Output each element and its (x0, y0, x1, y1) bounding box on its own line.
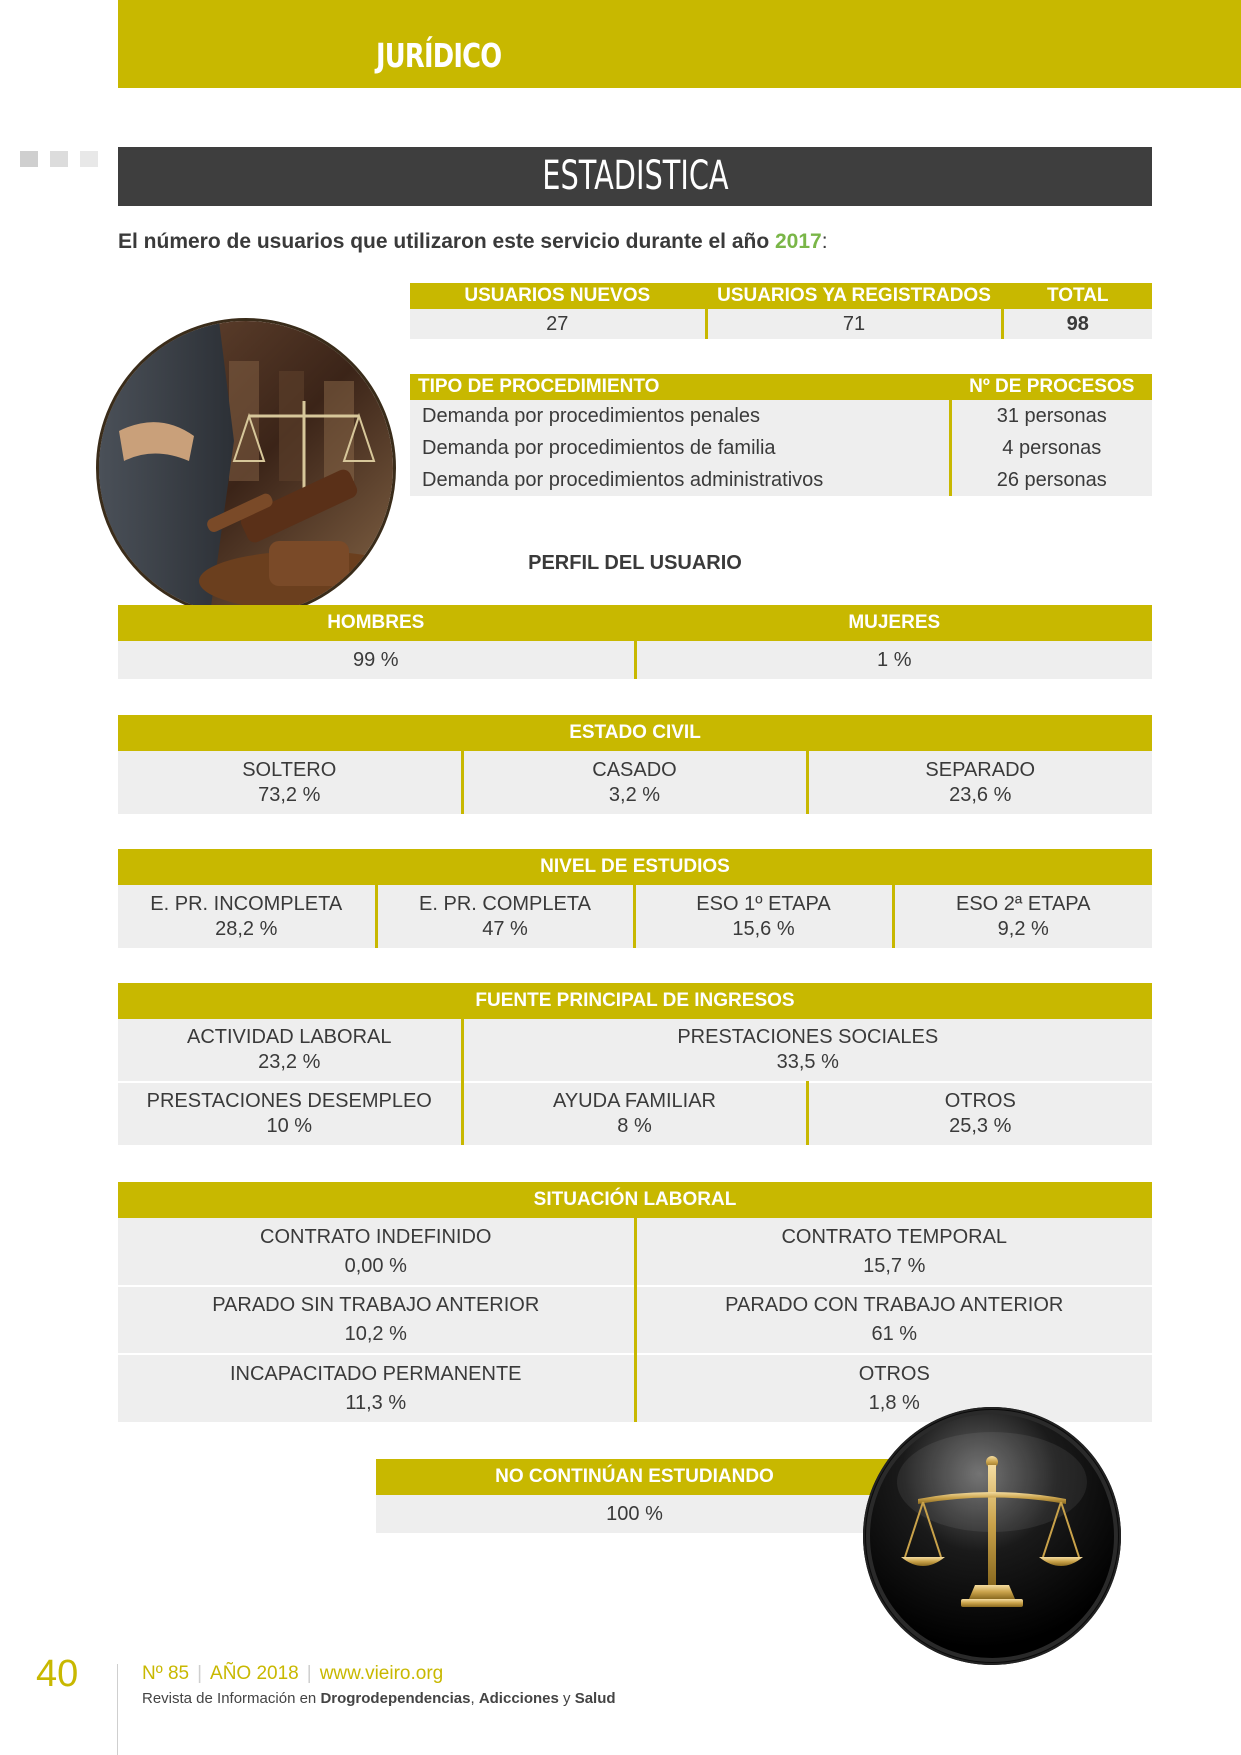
studies-cell (376, 885, 634, 948)
intro-sentence: El número de usuarios que utilizaron este servicio durante el año (118, 230, 775, 253)
cell-value: 10 % (266, 1115, 313, 1137)
users-table (410, 283, 1152, 339)
footer-meta (142, 1663, 443, 1685)
cell-label: ESO 2ª ETAPA (956, 892, 1091, 915)
cell-value: 10,2 % (344, 1323, 407, 1345)
cell-value: 15,6 % (732, 917, 795, 940)
cell-value: 23,2 % (258, 1051, 321, 1073)
cell-value: 0,00 % (344, 1254, 407, 1277)
separator: | (197, 1663, 203, 1684)
employment-cell (635, 1286, 1152, 1354)
col-header: TIPO DE PROCEDIMIENTO (410, 374, 950, 400)
cell-label: OTROS (944, 1090, 1016, 1112)
not-studying-value: 100 % (376, 1495, 893, 1533)
col-header: USUARIOS YA REGISTRADOS (706, 283, 1002, 309)
sex-table (118, 605, 1152, 679)
cell-value: 23,6 % (949, 783, 1012, 806)
cell-value: 61 % (871, 1323, 918, 1345)
civil-status-table (118, 715, 1152, 814)
footer-tagline (142, 1690, 616, 1707)
col-header: Nº DE PROCESOS (950, 374, 1152, 400)
cell-label: PRESTACIONES DESEMPLEO (146, 1090, 432, 1112)
employment-cell (635, 1218, 1152, 1286)
employment-cell (118, 1218, 635, 1286)
procedure-count: 31 personas (950, 400, 1152, 432)
col-header: MUJERES (635, 605, 1152, 641)
table-title: NO CONTINÚAN ESTUDIANDO (376, 1459, 893, 1495)
tagline-text: Salud (574, 1690, 616, 1707)
col-header: HOMBRES (118, 605, 635, 641)
cell-value: 33,5 % (776, 1051, 839, 1073)
civil-status-cell (462, 751, 807, 814)
intro-year: 2017 (775, 230, 822, 253)
procedure-count: 26 personas (950, 464, 1152, 496)
col-header: TOTAL (1002, 283, 1152, 309)
col-header: USUARIOS NUEVOS (410, 283, 706, 309)
cell-value: 28,2 % (215, 917, 278, 940)
employment-cell (118, 1286, 635, 1354)
header-band (118, 0, 1241, 88)
new-users-value: 27 (410, 309, 706, 339)
page-title: ESTADISTICA (541, 153, 729, 199)
cell-label: ESO 1º ETAPA (696, 892, 831, 915)
cell-value: 11,3 % (345, 1391, 407, 1414)
cell-label: CASADO (592, 758, 677, 781)
cell-label: OTROS (858, 1362, 930, 1385)
cell-label: E. PR. COMPLETA (419, 892, 591, 915)
procedure-type: Demanda por procedimientos penales (410, 400, 950, 432)
cell-value: 25,3 % (949, 1115, 1012, 1137)
tagline-text: Drogrodependencias (320, 1690, 471, 1707)
cell-value: 15,7 % (863, 1254, 926, 1277)
decor-square (80, 151, 98, 167)
tagline-text: Revista de Información en (142, 1690, 321, 1707)
civil-status-cell (807, 751, 1152, 814)
women-value: 1 % (635, 641, 1152, 679)
cell-label: ACTIVIDAD LABORAL (186, 1026, 392, 1048)
website-link[interactable]: www.vieiro.org (319, 1663, 444, 1684)
procedures-table (410, 374, 1152, 496)
civil-status-cell (118, 751, 462, 814)
separator: | (306, 1663, 312, 1684)
cell-label: PARADO SIN TRABAJO ANTERIOR (212, 1294, 540, 1316)
income-cell (462, 1019, 1152, 1082)
table-title: ESTADO CIVIL (118, 715, 1152, 751)
income-cell (118, 1019, 462, 1082)
cell-label: CONTRATO TEMPORAL (781, 1225, 1008, 1248)
income-cell (118, 1082, 462, 1145)
studies-table (118, 849, 1152, 948)
tagline-text: y (558, 1690, 575, 1707)
table-title: NIVEL DE ESTUDIOS (118, 849, 1152, 885)
employment-cell (118, 1354, 635, 1422)
total-users-value: 98 (1002, 309, 1152, 339)
table-title: SITUACIÓN LABORAL (118, 1182, 1152, 1218)
intro-colon: : (821, 230, 828, 253)
procedure-count: 4 personas (950, 432, 1152, 464)
cell-value: 8 % (617, 1115, 652, 1137)
cell-value: 47 % (482, 917, 528, 940)
issue-number: Nº 85 (142, 1663, 190, 1684)
cell-label: AYUDA FAMILIAR (552, 1090, 716, 1112)
cell-value: 73,2 % (258, 783, 321, 806)
cell-value: 1,8 % (868, 1391, 920, 1414)
decor-square (20, 151, 38, 167)
registered-users-value: 71 (706, 309, 1002, 339)
cell-label: SOLTERO (242, 758, 337, 781)
issue-year: AÑO 2018 (210, 1663, 299, 1684)
tagline-text: , (470, 1690, 479, 1707)
scales-badge (863, 1407, 1121, 1665)
cell-value: 3,2 % (608, 783, 661, 806)
studies-cell (893, 885, 1152, 948)
income-cell (807, 1082, 1152, 1145)
income-table (118, 983, 1152, 1145)
men-value: 99 % (118, 641, 635, 679)
decor-square (50, 151, 68, 167)
procedure-type: Demanda por procedimientos de familia (410, 432, 950, 464)
table-title: FUENTE PRINCIPAL DE INGRESOS (118, 983, 1152, 1019)
cell-value: 9,2 % (997, 917, 1049, 940)
scales-of-justice-icon (863, 1407, 1121, 1665)
tagline-text: Adicciones (478, 1690, 559, 1707)
section-title: JURÍDICO (376, 36, 502, 75)
intro-text (118, 230, 828, 254)
income-cell (462, 1082, 807, 1145)
cell-label: SEPARADO (925, 758, 1036, 781)
cell-label: E. PR. INCOMPLETA (150, 892, 343, 915)
page-number: 40 (36, 1653, 79, 1695)
cell-label: INCAPACITADO PERMANENTE (229, 1362, 522, 1385)
procedure-type: Demanda por procedimientos administrativos (410, 464, 950, 496)
page-title-bar (118, 147, 1152, 206)
employment-table (118, 1182, 1152, 1422)
cell-label: PRESTACIONES SOCIALES (677, 1026, 939, 1048)
not-studying-table (376, 1459, 893, 1533)
cell-label: CONTRATO INDEFINIDO (260, 1225, 492, 1248)
cell-label: PARADO CON TRABAJO ANTERIOR (725, 1294, 1064, 1316)
footer-divider (117, 1664, 118, 1755)
perfil-title: PERFIL DEL USUARIO (528, 552, 742, 574)
studies-cell (634, 885, 893, 948)
studies-cell (118, 885, 376, 948)
